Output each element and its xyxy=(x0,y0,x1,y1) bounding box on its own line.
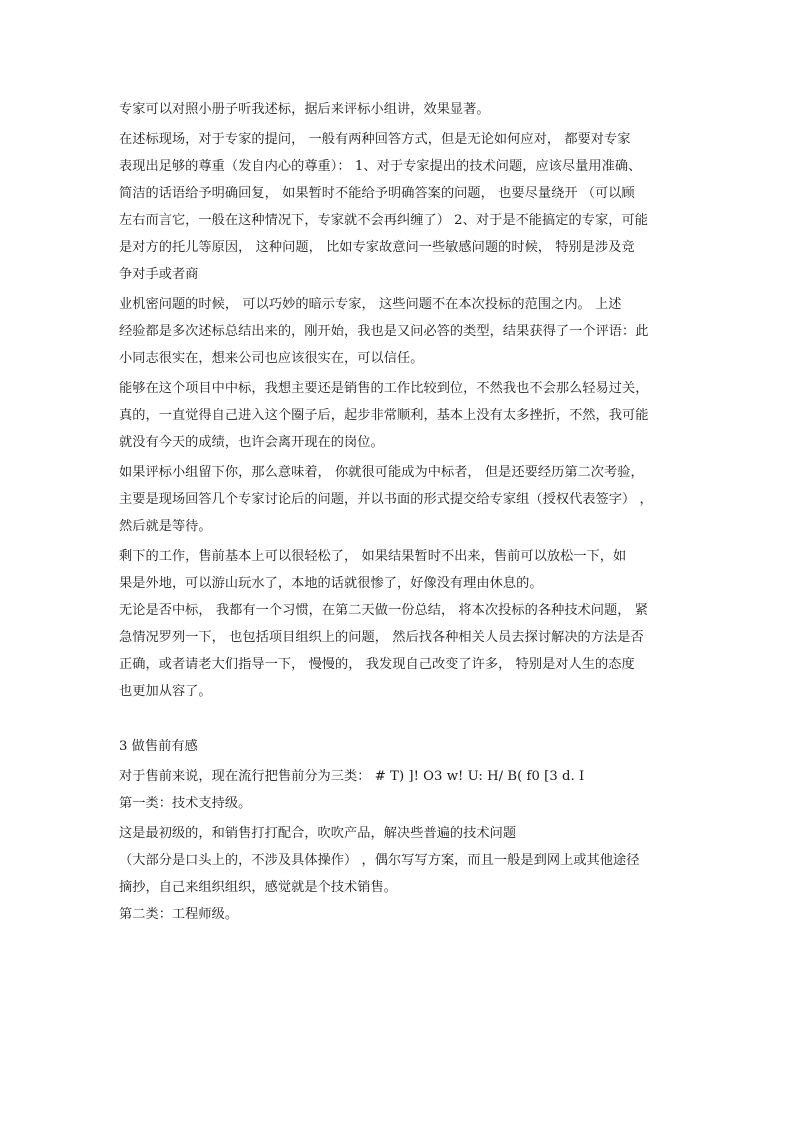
text-line: 无论是否中标， 我都有一个习惯，在第二天做一份总结， 将本次投标的各种技术问题， 紧 xyxy=(119,603,648,618)
text-line: 主要是现场回答几个专家讨论后的问题，并以书面的形式提交给专家组（授权代表签字） ， xyxy=(119,492,653,507)
text-line: 是对方的托儿等原因， 这种问题， 比如专家故意问一些敏感问题的时候， 特别是涉及竞 xyxy=(119,240,635,255)
text-line: 摘抄，自己来组织组织，感觉就是个技术销售。 xyxy=(119,880,397,895)
text-line: 能够在这个项目中中标，我想主要还是销售的工作比较到位，不然我也不会那么轻易过关， xyxy=(119,381,649,396)
text-line: 这是最初级的，和销售打打配合，吹吹产品，解决些普遍的技术问题 xyxy=(119,826,517,841)
text-line: （大部分是口头上的，不涉及具体操作） ，偶尔写写方案，而且一般是到网上或其他途径 xyxy=(119,853,640,868)
text-line: 也更加从容了。 xyxy=(119,684,212,699)
text-line: 左右而言它，一般在这种情况下，专家就不会再纠缠了） 2、对于是不能搞定的专家，可能 xyxy=(119,213,648,228)
text-line: 简洁的话语给予明确回复， 如果暂时不能给予明确答案的问题， 也要尽量绕开 （可以顾 xyxy=(119,186,635,201)
document-body xyxy=(119,96,675,928)
text-line: 第二类：工程师级。 xyxy=(119,907,239,922)
text-line: 然后就是等待。 xyxy=(119,519,212,534)
text-line: 第一类：技术支持级。 xyxy=(119,796,252,811)
text-line: 小同志很实在，想来公司也应该很实在，可以信任。 xyxy=(119,351,424,366)
text-line: 真的，一直觉得自己进入这个圈子后，起步非常顺利，基本上没有太多挫折，不然，我可能 xyxy=(119,408,649,423)
text-line: 经验都是多次述标总结出来的，刚开始，我也是又问必答的类型，结果获得了一个评语：此 xyxy=(119,324,649,339)
text-line: 急情况罗列一下， 也包括项目组织上的问题， 然后找各种相关人员去探讨解决的方法是否 xyxy=(119,630,644,645)
text-line: 专家可以对照小册子听我述标，据后来评标小组讲，效果显著。 xyxy=(119,102,490,117)
text-line: 在述标现场，对于专家的提问， 一般有两种回答方式，但是无论如何应对， 都要对专家 xyxy=(119,132,631,147)
text-line: 表现出足够的尊重（发自内心的尊重）： 1、对于专家提出的技术问题，应该尽量用准确、 xyxy=(119,159,642,174)
text-line: 争对手或者商 xyxy=(119,267,199,282)
section-heading: 3 做售前有感 xyxy=(119,739,198,754)
text-line: 对于售前来说，现在流行把售前分为三类： # T) ]! O3 w! U: H/ B( f0 [3 d. I xyxy=(119,769,585,784)
text-line: 如果评标小组留下你，那么意味着， 你就很可能成为中标者， 但是还要经历第二次考验， xyxy=(119,465,644,480)
text-line: 正确，或者请老大们指导一下， 慢慢的， 我发现自己改变了许多， 特别是对人生的态度 xyxy=(119,657,635,672)
text-line: 业机密问题的时候， 可以巧妙的暗示专家， 这些问题不在本次投标的范围之内。 上述 xyxy=(119,297,622,312)
text-line: 就没有今天的成绩，也许会离开现在的岗位。 xyxy=(119,435,384,450)
text-line: 剩下的工作，售前基本上可以很轻松了， 如果结果暂时不出来，售前可以放松一下，如 xyxy=(119,549,627,564)
text-line: 果是外地，可以游山玩水了，本地的话就很惨了，好像没有理由休息的。 xyxy=(119,576,543,591)
